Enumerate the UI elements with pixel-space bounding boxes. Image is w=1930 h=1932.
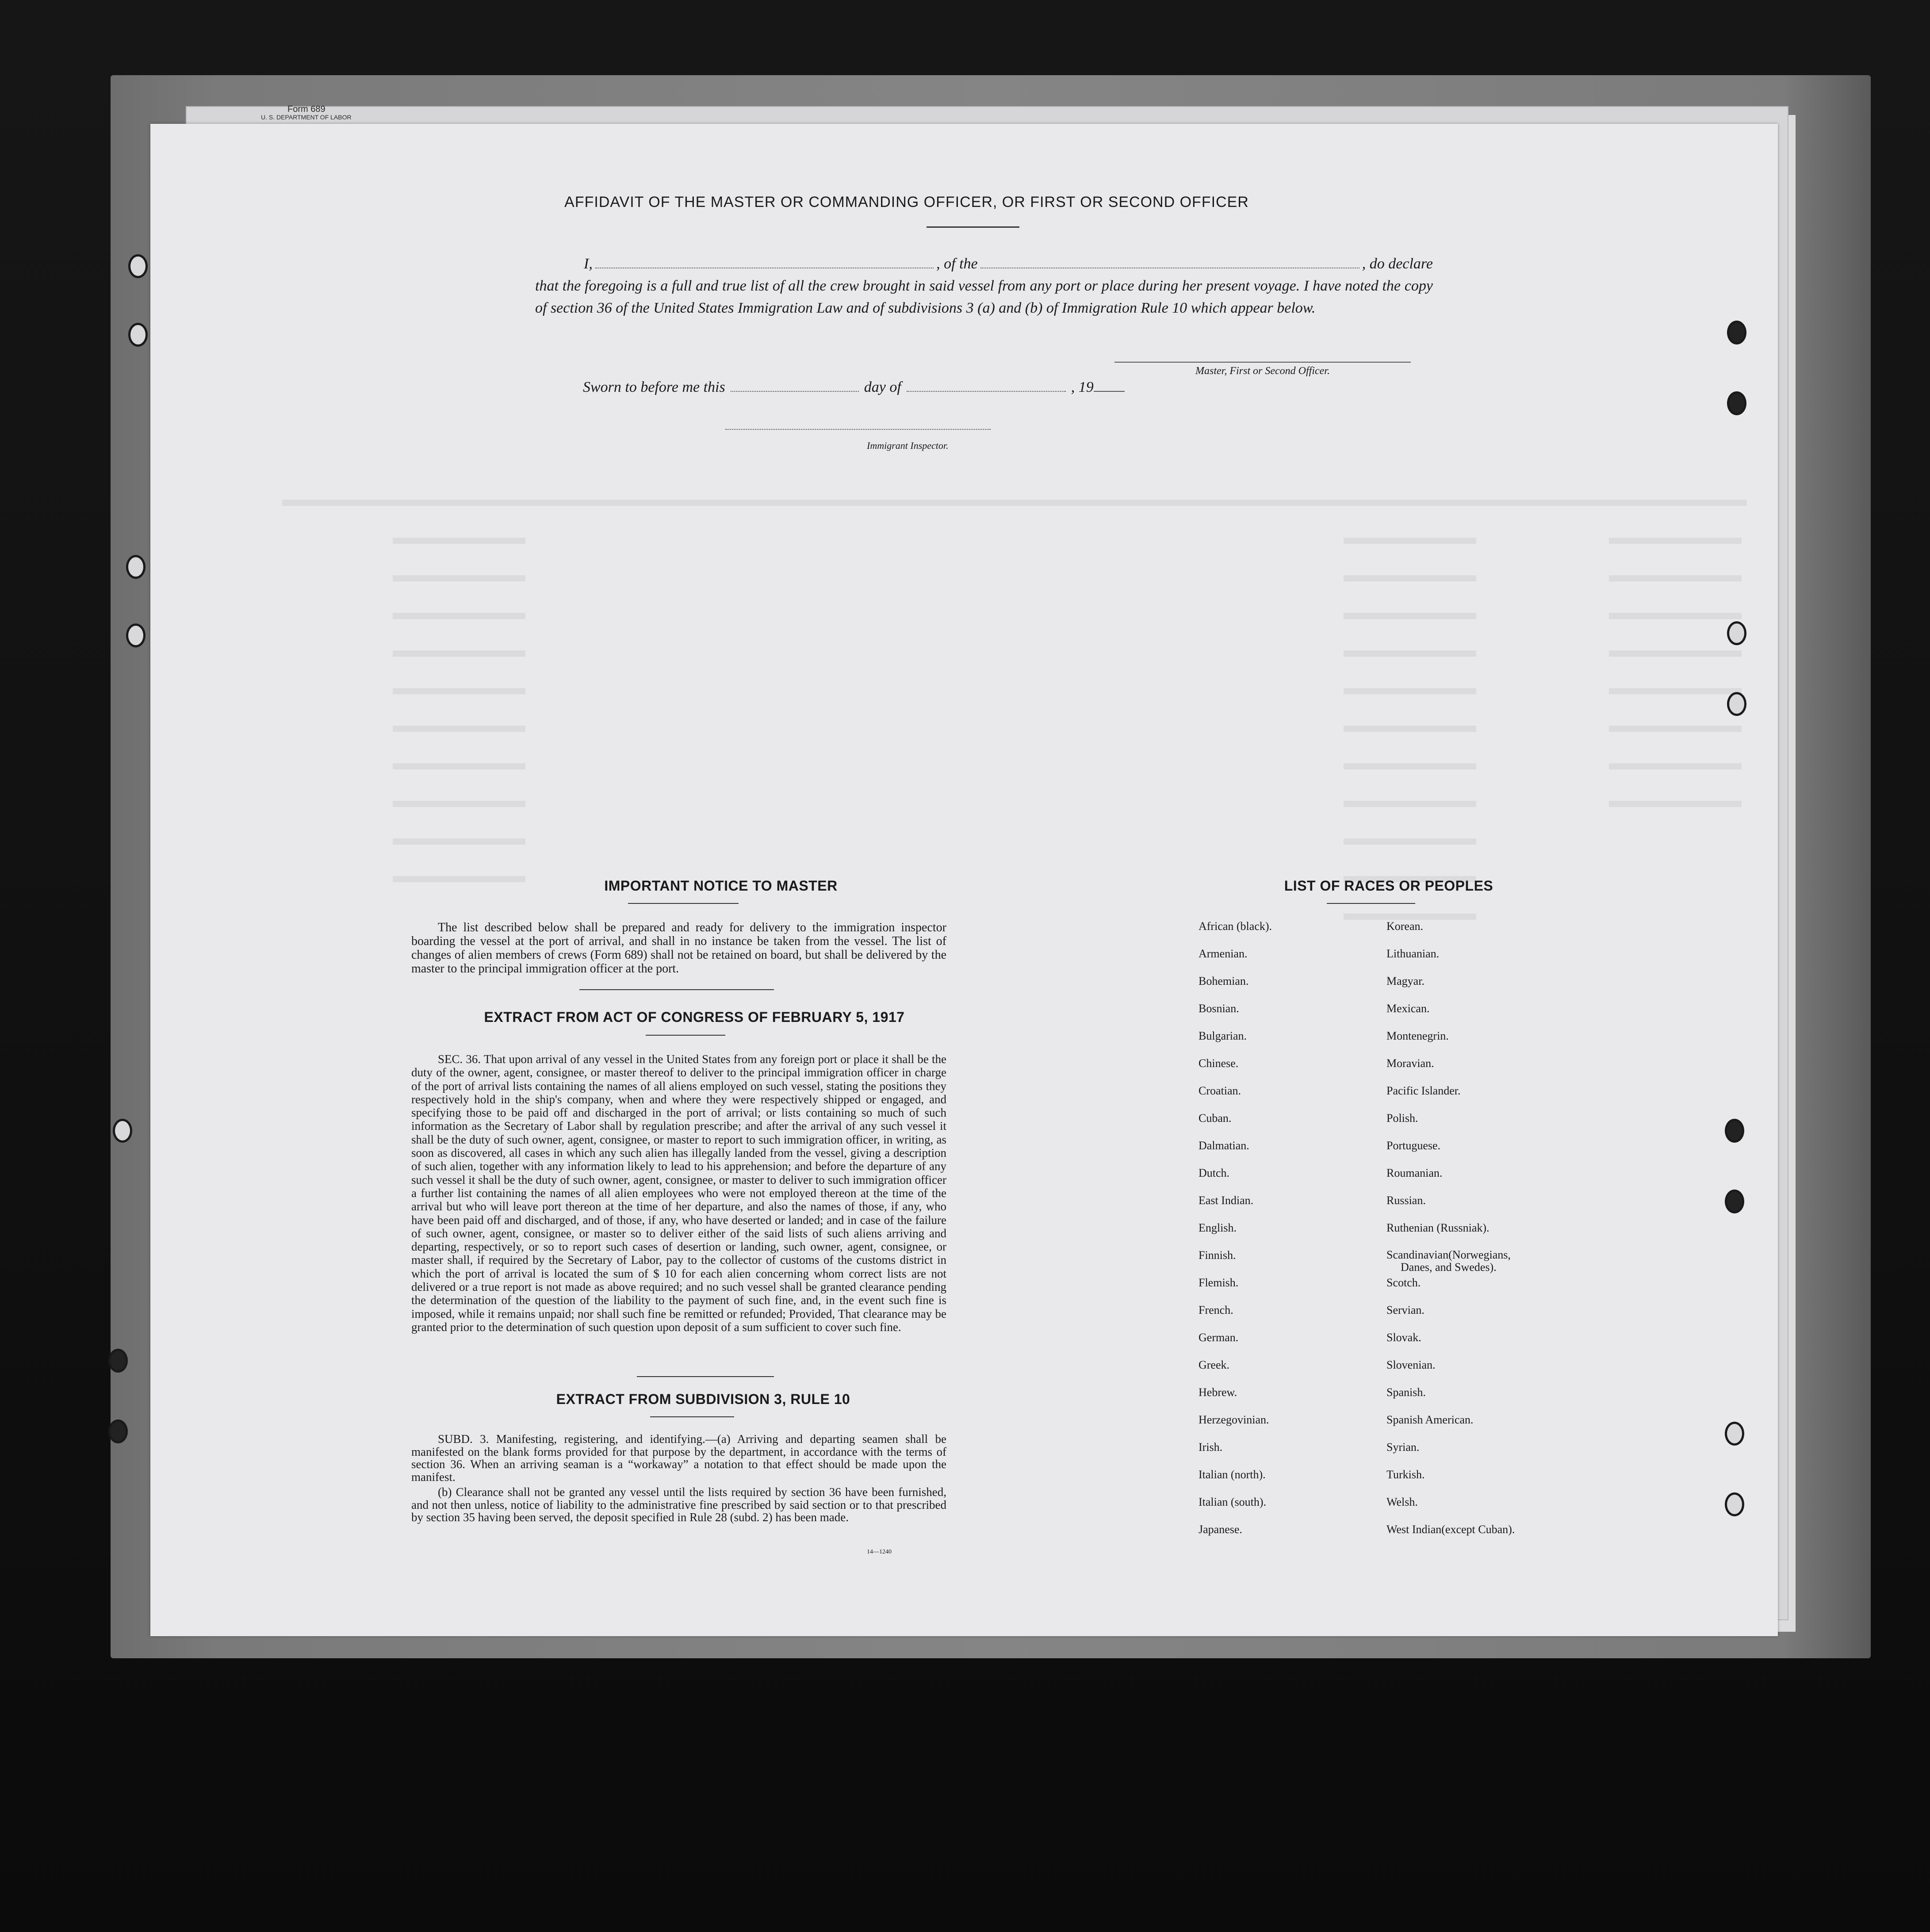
affidavit-i: I, — [584, 256, 593, 272]
race-item: English. — [1199, 1221, 1237, 1234]
month-field[interactable] — [907, 379, 1066, 392]
form-number: Form 689 — [287, 104, 325, 114]
race-item: German. — [1199, 1331, 1239, 1344]
race-item: Montenegrin. — [1386, 1029, 1449, 1042]
notice-text: The list described below shall be prepared and ready for delivery to the immigration inspector boarding the vessel at the port of arrival, and shall in no instance be taken from the vessel. The list of changes of alien members of crews (Form 689) shall not be retained on board, but shall be delivered by the master to the principal immigration officer at the port. — [411, 921, 946, 976]
binder-hole-icon — [1725, 1119, 1744, 1143]
race-item: Portuguese. — [1386, 1139, 1441, 1152]
sworn-line — [583, 379, 1158, 396]
day-of-label: day of — [864, 379, 901, 395]
race-item: Bohemian. — [1199, 975, 1249, 987]
race-item: Scotch. — [1386, 1276, 1421, 1289]
race-item: Finnish. — [1199, 1249, 1236, 1262]
title-rule — [927, 226, 1019, 228]
affidavit-of-the: , of the — [936, 256, 978, 272]
race-item: Spanish. — [1386, 1386, 1426, 1399]
race-item: Greek. — [1199, 1358, 1230, 1371]
binder-hole-icon — [1725, 1422, 1744, 1446]
race-item: Dalmatian. — [1199, 1139, 1249, 1152]
race-item: Slovak. — [1386, 1331, 1421, 1344]
affidavit-declaration-line — [535, 253, 1433, 275]
race-item: East Indian. — [1199, 1194, 1254, 1207]
race-item: Japanese. — [1199, 1523, 1242, 1536]
race-item: Slovenian. — [1386, 1358, 1436, 1371]
affidavit-do-declare: , do declare — [1362, 256, 1433, 272]
race-item-line: Scandinavian(Norwegians, — [1386, 1248, 1511, 1261]
race-item: African (black). — [1199, 920, 1272, 933]
binder-hole-icon — [1727, 621, 1746, 645]
sworn-label: Sworn to before me this — [583, 379, 725, 395]
notice-rule — [628, 903, 739, 904]
rule-text-a: SUBD. 3. Manifesting, registering, and identifying.—(a) Arriving and departing seamen shall be manifested on the blank forms provided for that purpose by the department, in accordance with the terms of section 36. When an arriving seaman is a “workaway” a notation to that effect should be made upon the manifest. — [411, 1432, 946, 1484]
binder-hole-icon — [113, 1119, 132, 1143]
signature-field[interactable] — [1114, 362, 1411, 363]
act-divider — [637, 1376, 774, 1377]
race-item — [1386, 1249, 1515, 1276]
act-heading: EXTRACT FROM ACT OF CONGRESS OF FEBRUARY 5, 1917 — [484, 1009, 905, 1025]
race-item: West Indian(except Cuban). — [1386, 1523, 1515, 1536]
race-item: Polish. — [1386, 1112, 1418, 1125]
race-item: Bulgarian. — [1199, 1029, 1247, 1042]
signature-label: Master, First or Second Officer. — [1195, 365, 1330, 377]
year-label: , 19 — [1071, 379, 1094, 395]
act-text: SEC. 36. That upon arrival of any vessel in the United States from any foreign port or place it shall be the duty of the owner, agent, consignee, or master thereof to deliver to the principal immigration officer in charge of the port of arrival lists containing the names of all aliens employed on such vessel, stating the positions they respectively hold in the ship's company, when and where they were respectively shipped or engaged, and specifying those to be paid off and discharged in the port of arrival; or lists containing so much of such information as the Secretary of Labor shall by regulation prescribe; and after the arrival of any such vessel it shall be the duty of such owner, agent, consignee, or master to report to such immigration officer, in writing, as soon as discovered, all cases in which any such alien has illegally landed from the vessel, giving a description of such alien, together with any information likely to lead to his apprehension; and before the departure of any such vessel it shall be the duty of such owner, agent, consignee, or master to deliver to such immigration officer a further list containing the names of all alien employees who were not employed thereon at the time of the arrival but who will leave port thereon at the time of her departure, and also the names of those, if any, who have been paid off and discharged, and of those, if any, who have deserted or landed; and in case of the failure of such owner, agent, consignee, or master so to deliver either of the said lists of such aliens arriving and departing, respectively, or so to report such cases of desertion or landing, such owner, agent, consignee, or master shall, if required by the Secretary of Labor, pay to the collector of customs of the customs district in which the port of arrival is located the sum of $ 10 for each alien concerning whom correct lists are not delivered or a true report is not made as above required; and no such vessel shall be granted clearance pending the determination of the question of the liability to the payment of such fine, and, in the event such fine is imposed, while it remains unpaid; nor shall such fine be remitted or refunded; Provided, That clearance may be granted prior to the determination of such question upon deposit of a sum sufficient to cover such fine. — [411, 1052, 946, 1334]
affidavit-paragraph: that the foregoing is a full and true list of all the crew brought in said vessel from any port or place during her present voyage. I have noted the copy of section 36 of the United States Immigration Law and of subdivisions 3 (a) and (b) of Immigration Rule 10 which appear below. — [535, 278, 1433, 316]
rule-rule — [650, 1416, 734, 1417]
binder-hole-icon — [126, 555, 146, 579]
race-item: Roumanian. — [1386, 1167, 1443, 1179]
binder-hole-icon — [126, 624, 146, 647]
binder-hole-icon — [128, 254, 148, 278]
year-field[interactable] — [1094, 379, 1125, 392]
race-item-line: Danes, and Swedes). — [1401, 1261, 1497, 1274]
form-number-tag — [261, 105, 352, 121]
race-item: Flemish. — [1199, 1276, 1239, 1289]
race-item: Spanish American. — [1386, 1413, 1474, 1426]
department-name: U. S. DEPARTMENT OF LABOR — [261, 114, 352, 121]
binder-hole-icon — [1727, 692, 1746, 716]
affidavit-statement — [535, 253, 1433, 319]
race-item: Croatian. — [1199, 1084, 1241, 1097]
inspector-label: Immigrant Inspector. — [867, 440, 949, 451]
act-rule — [646, 1035, 725, 1036]
race-item: Chinese. — [1199, 1057, 1239, 1070]
race-item: Lithuanian. — [1386, 947, 1440, 960]
race-item: Ruthenian (Russniak). — [1386, 1221, 1490, 1234]
race-item: Syrian. — [1386, 1441, 1420, 1454]
race-item: Mexican. — [1386, 1002, 1430, 1015]
notice-heading: IMPORTANT NOTICE TO MASTER — [604, 878, 838, 894]
notice-divider — [579, 989, 774, 990]
affidavit-title: AFFIDAVIT OF THE MASTER OR COMMANDING OFFICER, OR FIRST OR SECOND OFFICER — [564, 194, 1249, 210]
binder-hole-icon — [108, 1419, 128, 1443]
race-item: Cuban. — [1199, 1112, 1232, 1125]
races-list-right — [1386, 920, 1515, 1550]
race-item: Turkish. — [1386, 1468, 1425, 1481]
name-field[interactable] — [595, 255, 934, 268]
race-item: Dutch. — [1199, 1167, 1230, 1179]
race-item: Hebrew. — [1199, 1386, 1237, 1399]
inspector-signature-field[interactable] — [725, 429, 991, 430]
binder-hole-icon — [1727, 321, 1746, 344]
binder-hole-icon — [128, 323, 148, 347]
binder-hole-icon — [108, 1349, 128, 1373]
race-item: Italian (south). — [1199, 1496, 1267, 1508]
rule-heading: EXTRACT FROM SUBDIVISION 3, RULE 10 — [556, 1391, 850, 1407]
race-item: French. — [1199, 1304, 1233, 1316]
race-item: Armenian. — [1199, 947, 1248, 960]
races-list-left — [1199, 920, 1272, 1550]
race-item: Moravian. — [1386, 1057, 1434, 1070]
print-code: 14—1240 — [867, 1549, 892, 1555]
race-item: Magyar. — [1386, 975, 1425, 987]
race-item: Welsh. — [1386, 1496, 1418, 1508]
race-item: Herzegovinian. — [1199, 1413, 1269, 1426]
binder-hole-icon — [1727, 391, 1746, 415]
rule-text-b: (b) Clearance shall not be granted any vessel until the lists required by section 36 have been furnished, and not then unless, notice of liability to the administrative fine prescribed by said section or to that prescribed by section 35 having been served, the deposit specified in Rule 28 (subd. 2) has been made. — [411, 1485, 946, 1524]
race-item: Irish. — [1199, 1441, 1223, 1454]
race-item: Bosnian. — [1199, 1002, 1239, 1015]
binder-hole-icon — [1725, 1190, 1744, 1213]
races-heading: LIST OF RACES OR PEOPLES — [1284, 878, 1493, 894]
race-item: Servian. — [1386, 1304, 1425, 1316]
vessel-field[interactable] — [980, 255, 1359, 268]
race-item: Korean. — [1386, 920, 1424, 933]
races-rule — [1327, 903, 1415, 904]
race-item: Italian (north). — [1199, 1468, 1266, 1481]
binder-hole-icon — [1725, 1492, 1744, 1516]
day-field[interactable] — [731, 379, 859, 392]
race-item: Russian. — [1386, 1194, 1426, 1207]
race-item: Pacific Islander. — [1386, 1084, 1461, 1097]
